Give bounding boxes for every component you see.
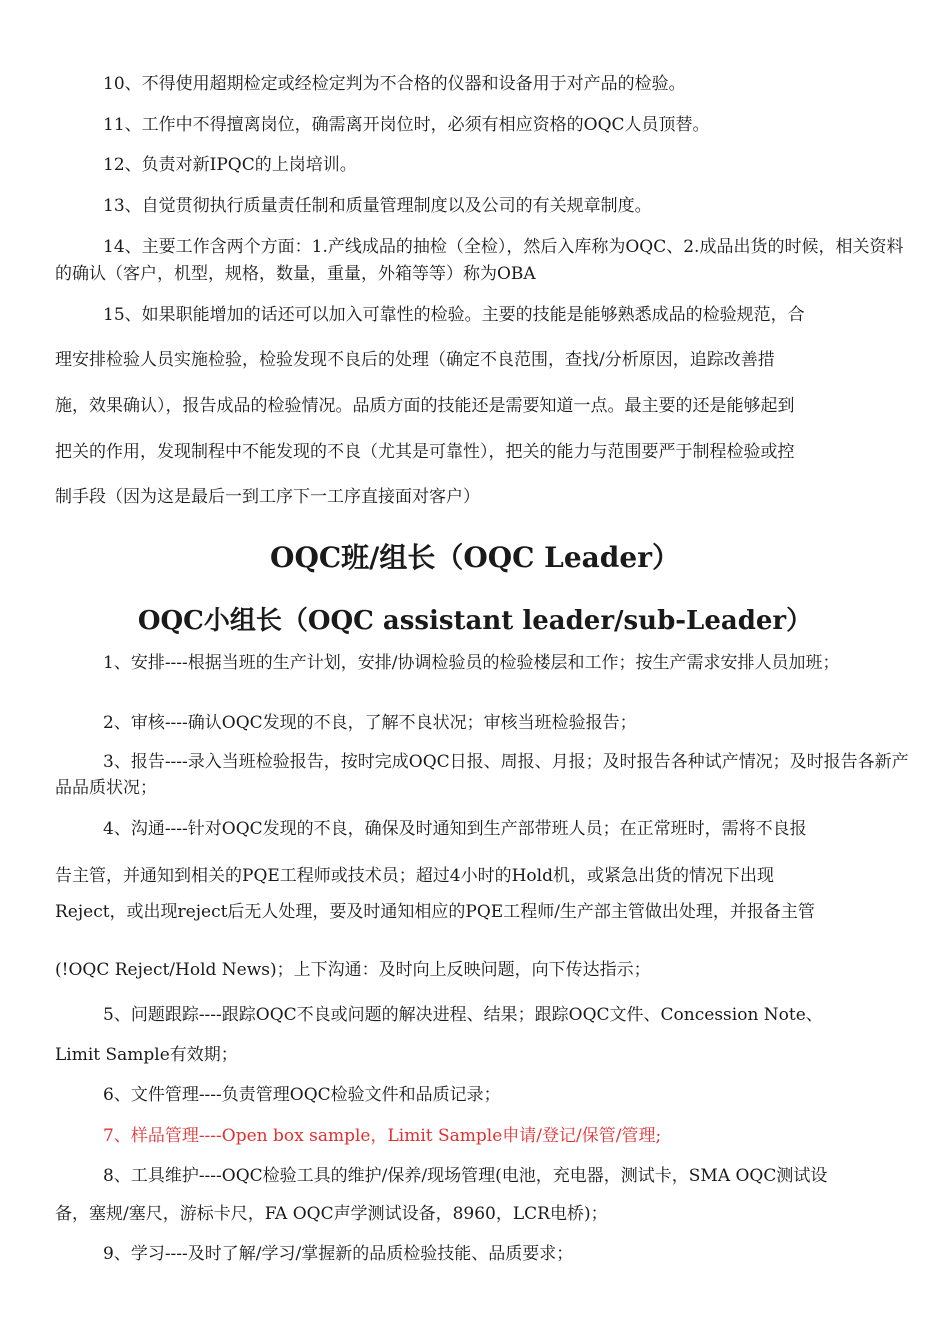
duty-2: 2、审核----确认OQC发现的不良，了解不良状况；审核当班检验报告； xyxy=(103,713,637,733)
item-15-line-2: 理安排检验人员实施检验，检验发现不良后的处理（确定不良范围，查找/分析原因，追踪改善措 xyxy=(55,350,775,370)
item-11: 11、工作中不得擅离岗位，确需离开岗位时，必须有相应资格的OQC人员顶替。 xyxy=(103,115,710,135)
duty-8-line-2: 备，塞规/塞尺，游标卡尺，FA OQC声学测试设备，8960，LCR电桥)； xyxy=(55,1204,608,1224)
item-15-line-1: 15、如果职能增加的话还可以加入可靠性的检验。主要的技能是能够熟悉成品的检验规范，合 xyxy=(103,305,805,325)
item-15-line-3: 施，效果确认），报告成品的检验情况。品质方面的技能还是需要知道一点。最主要的还是能够起到 xyxy=(55,396,795,416)
duty-4-line-4: (!OQC Reject/Hold News)；上下沟通：及时向上反映问题，向下传达指示； xyxy=(55,960,651,980)
duty-3: 3、报告----录入当班检验报告，按时完成OQC日报、周报、月报；及时报告各种试产情况；及时报告各新产品品质状况； xyxy=(55,752,909,798)
duty-1: 1、安排----根据当班的生产计划，安排/协调检验员的检验楼层和工作；按生产需求安排人员加班； xyxy=(103,653,840,673)
duty-6: 6、文件管理----负责管理OQC检验文件和品质记录； xyxy=(103,1085,501,1105)
duty-4-line-3: Reject，或出现reject后无人处理，要及时通知相应的PQE工程师/生产部主管做出处理，并报备主管 xyxy=(55,902,815,922)
duty-4-line-1: 4、沟通----针对OQC发现的不良，确保及时通知到生产部带班人员；在正常班时，需将不良报 xyxy=(103,819,807,839)
duty-5-line-1: 5、问题跟踪----跟踪OQC不良或问题的解决进程、结果；跟踪OQC文件、Concession Note、 xyxy=(103,1005,823,1025)
item-12: 12、负责对新IPQC的上岗培训。 xyxy=(103,155,357,175)
item-10: 10、不得使用超期检定或经检定判为不合格的仪器和设备用于对产品的检验。 xyxy=(103,74,686,94)
item-14: 14、主要工作含两个方面：1.产线成品的抽检（全检），然后入库称为OQC、2.成品出货的时候，相关资料的确认（客户，机型，规格，数量，重量，外箱等等）称为OBA xyxy=(55,237,904,284)
duty-5-line-2: Limit Sample有效期； xyxy=(55,1045,238,1065)
item-15-line-4: 把关的作用，发现制程中不能发现的不良（尤其是可靠性），把关的能力与范围要严于制程检验或控 xyxy=(55,442,795,462)
item-13: 13、自觉贯彻执行质量责任制和质量管理制度以及公司的有关规章制度。 xyxy=(103,196,652,216)
item-15-line-5: 制手段（因为这是最后一到工序下一工序直接面对客户） xyxy=(55,487,480,507)
duty-9: 9、学习----及时了解/学习/掌握新的品质检验技能、品质要求； xyxy=(103,1244,574,1264)
duty-8-line-1: 8、工具维护----OQC检验工具的维护/保养/现场管理(电池，充电器，测试卡，SMA OQC测试设 xyxy=(103,1166,828,1186)
duty-4-line-2: 告主管，并通知到相关的PQE工程师或技术员；超过4小时的Hold机，或紧急出货的情况下出现 xyxy=(55,866,774,886)
heading-oqc-leader: OQC班/组长（OQC Leader） xyxy=(270,541,680,574)
duty-7-highlighted: 7、样品管理----Open box sample，Limit Sample申请/登记/保管/管理; xyxy=(103,1126,662,1146)
heading-oqc-sub-leader: OQC小组长（OQC assistant leader/sub-Leader） xyxy=(137,606,813,636)
